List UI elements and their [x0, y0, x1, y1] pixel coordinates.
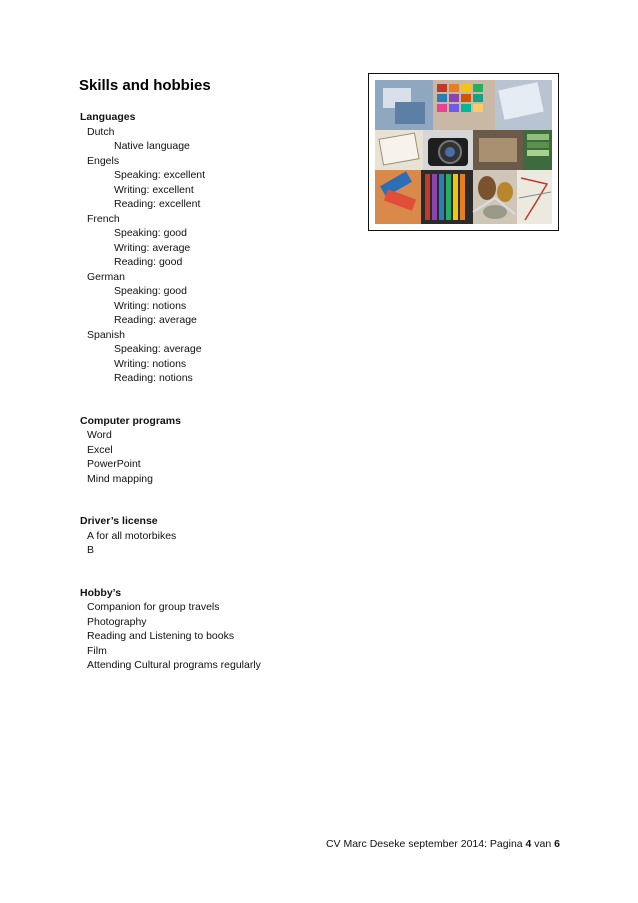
language-detail: Reading: notions — [114, 372, 193, 384]
language-detail: Writing: notions — [114, 299, 187, 312]
list-item: Film — [87, 644, 107, 657]
collage-svg — [375, 80, 552, 224]
language-detail: Writing: excellent — [114, 183, 194, 196]
list-item: Companion for group travels — [87, 601, 220, 613]
page-footer — [326, 838, 560, 850]
section-heading: Hobby’s — [80, 586, 122, 599]
hobbies-section — [80, 586, 380, 673]
language-detail: Speaking: excellent — [114, 169, 206, 181]
language-detail: Writing: notions — [114, 357, 187, 370]
list-item: Reading and Listening to books — [87, 630, 235, 642]
section-heading: Computer programs — [80, 414, 181, 427]
language-name: Spanish — [87, 328, 125, 341]
language-detail: Native language — [114, 140, 190, 152]
drivers-license-section — [80, 514, 380, 558]
footer-middle: van — [531, 838, 555, 850]
hobby-collage-image — [368, 73, 559, 231]
language-detail: Reading: good — [114, 256, 183, 268]
language-name: Dutch — [87, 125, 115, 138]
skills-content — [80, 110, 380, 673]
section-heading: Driver’s license — [80, 515, 158, 527]
list-item: Word — [87, 429, 112, 441]
page-title: Skills and hobbies — [79, 77, 211, 94]
list-item: A for all motorbikes — [87, 529, 177, 542]
language-detail: Reading: excellent — [114, 198, 201, 210]
language-detail: Reading: average — [114, 314, 197, 326]
languages-section — [80, 110, 380, 386]
section-heading: Languages — [80, 111, 136, 123]
footer-total-pages: 6 — [554, 838, 560, 850]
footer-page-number: 4 — [525, 838, 532, 850]
list-item: PowerPoint — [87, 458, 141, 470]
list-item: Photography — [87, 615, 147, 628]
footer-prefix: CV Marc Deseke september 2014: Pagina — [325, 838, 526, 850]
language-detail: Speaking: good — [114, 227, 187, 239]
list-item: B — [87, 544, 95, 556]
list-item: Mind mapping — [87, 472, 153, 485]
list-item: Attending Cultural programs regularly — [87, 659, 261, 671]
language-detail: Speaking: average — [114, 343, 202, 355]
language-name: Engels — [87, 154, 120, 167]
language-detail: Writing: average — [114, 241, 191, 254]
list-item: Excel — [87, 443, 113, 456]
language-detail: Speaking: good — [114, 285, 187, 297]
computer-programs-section — [80, 414, 380, 487]
language-name: German — [87, 270, 125, 283]
language-name: French — [87, 212, 120, 225]
